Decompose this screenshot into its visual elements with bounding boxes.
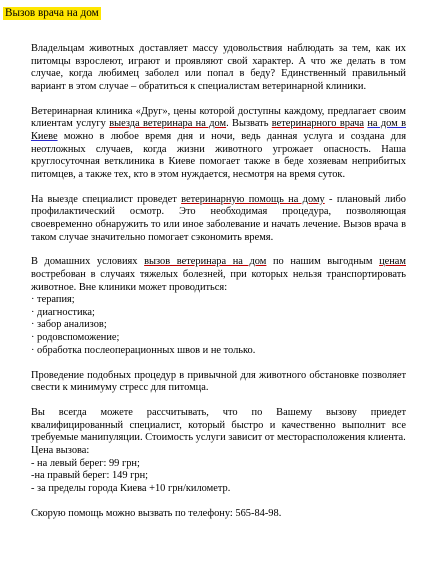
paragraph-prices xyxy=(31,407,406,495)
price-item: - на левый берег: 99 грн; xyxy=(31,457,140,469)
list-item: · забор анализов; xyxy=(31,319,107,331)
paragraph-clinic xyxy=(31,106,406,182)
price-item: - за пределы города Киева +10 грн/километр. xyxy=(31,482,231,494)
paragraph-home-text-1: В домашних условиях xyxy=(31,256,145,268)
link-tseny[interactable]: ценам xyxy=(379,256,406,268)
link-veterinarnaya-pomosh[interactable]: ветеринарную помощь на дому xyxy=(181,193,325,205)
page-title: Вызов врача на дом xyxy=(5,7,99,19)
list-item: · родовспоможение; xyxy=(31,332,120,344)
paragraph-on-site-text-2: - плановый либо профилактический осмотр. Это необходимая процедура, позволяющая своевременно обнаружить то или иное заболевание и начать лечение. Вызов врача в таком случае значительно помогает сэкономить время. xyxy=(31,193,406,243)
paragraph-on-site-text-1: На выезде специалист проведет xyxy=(31,193,182,205)
paragraph-phone: Скорую помощь можно вызвать по телефону: 565-84-98. xyxy=(31,507,282,519)
price-header: Цена вызова: xyxy=(31,444,90,456)
link-vyezd-veterinara[interactable]: выезда ветеринара на дом xyxy=(109,118,227,130)
list-item: · диагностика; xyxy=(31,306,95,318)
paragraph-clinic-text-1: Ветеринарная клиника «Друг», цены которой доступны каждому, предлагает своим клиентам услугу xyxy=(31,105,406,130)
paragraph-stress: Проведение подобных процедур в привычной для животного обстановке позволяет свести к минимуму стресс для питомца. xyxy=(31,369,406,394)
price-item: -на правый берег: 149 грн; xyxy=(31,470,149,482)
paragraph-home-text-3: востребован в случаях тяжелых болезней, при которых нельзя транспортировать животное. Вне клиники может проводиться: xyxy=(31,269,406,293)
paragraph-prices-text: Вы всегда можете рассчитывать, что по Вашему вызову приедет квалифицированный специалист, который быстро и качественно выполнит все требуемые манипуляции. Стоимость услуги зависит от месторасположения клиента. xyxy=(31,407,406,444)
paragraph-home-conditions xyxy=(31,256,406,357)
paragraph-clinic-text-2: . Вызвать xyxy=(226,118,272,130)
link-vyzov-veterinara[interactable]: вызов ветеринара на дом xyxy=(144,256,267,268)
link-veterinarnogo-vracha[interactable]: ветеринарного врача xyxy=(271,118,364,130)
paragraph-intro: Владельцам животных доставляет массу удовольствия наблюдать за тем, как их питомцы взрослеют, играют и проявляют свой характер. А что же делать в том случае, когда любимец заболел или попал в беду? Единственный правильный вариант в этом случае – обратиться к специалистам ветеринарной клиники. xyxy=(31,43,406,92)
paragraph-on-site xyxy=(31,194,406,244)
link-na-dom-v-kieve[interactable]: на дом в Киеве xyxy=(31,118,406,142)
list-item: · обработка послеоперационных швов и не только. xyxy=(31,344,256,356)
paragraph-clinic-text-4: можно в любое время дня и ночи, ведь данная услуга и создана для неотложных случаев, когда жизни животного угрожает опасность. Наша круглосуточная ветклиника в Киеве помогает также в беде хозяевам неприбитых питомцев, а также тех, кто в этом нуждается, несмотря на время суток. xyxy=(31,130,406,180)
paragraph-home-text-2: по нашим выгодным xyxy=(266,256,380,268)
list-item: · терапия; xyxy=(31,294,75,306)
title-wrap xyxy=(3,3,406,21)
